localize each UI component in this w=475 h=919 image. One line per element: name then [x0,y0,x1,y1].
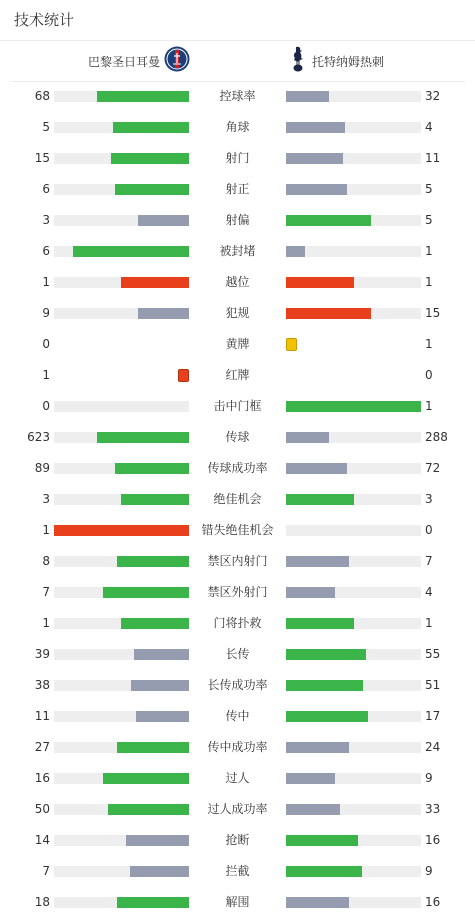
stat-label: 射偏 [225,213,250,227]
away-stat-bar-fill [286,463,347,474]
stat-label: 角球 [225,120,250,134]
home-stat-value: 16 [34,771,50,785]
stat-label: 长传成功率 [207,678,268,692]
home-stat-bar-fill [97,432,189,443]
stat-row [0,391,475,422]
stat-row [0,794,475,825]
away-stat-bar-fill [286,277,354,288]
away-stat-value: 1 [425,244,433,258]
away-stat-bar [286,897,421,908]
home-stat-bar [54,897,189,908]
stat-row [0,670,475,701]
stat-label: 传球成功率 [207,461,268,475]
home-stat-bar-fill [117,556,189,567]
away-stat-bar [286,587,421,598]
home-stat-value: 50 [34,802,50,816]
away-stat-bar [286,432,421,443]
home-team[interactable] [88,41,190,81]
away-stat-value: 4 [425,120,433,134]
stat-label: 错失绝佳机会 [201,523,274,537]
stat-row [0,484,475,515]
home-stat-bar [54,463,189,474]
away-stat-bar-fill [286,649,366,660]
home-stat-bar [54,153,189,164]
stat-row [0,515,475,546]
stat-label: 门将扑救 [213,616,262,630]
away-stat-bar [286,308,421,319]
away-stat-bar [286,494,421,505]
home-stat-value: 9 [42,306,50,320]
home-stat-value: 7 [42,585,50,599]
away-stat-bar [286,618,421,629]
away-stat-bar-fill [286,432,329,443]
home-stat-value: 11 [34,709,50,723]
stat-label: 犯规 [225,306,250,320]
stat-label: 抢断 [225,833,250,847]
away-stat-bar [286,215,421,226]
home-stat-bar-fill [121,618,189,629]
stat-label: 禁区外射门 [207,585,268,599]
away-stat-bar-fill [286,866,362,877]
away-stat-value: 11 [425,151,441,165]
stat-row [0,732,475,763]
away-stat-bar-fill [286,246,305,257]
home-stat-bar-fill [117,897,189,908]
away-stat-bar [286,401,421,412]
away-stat-value: 16 [425,833,441,847]
away-stat-value: 55 [425,647,441,661]
stat-row [0,143,475,174]
home-stat-bar-fill [117,742,189,753]
home-stat-bar-fill [126,835,189,846]
home-stat-bar-fill [113,122,189,133]
away-stat-bar [286,649,421,660]
home-stat-bar [54,618,189,629]
home-stat-bar-fill [115,463,189,474]
stat-row [0,205,475,236]
away-stat-bar [286,680,421,691]
home-stat-bar [54,649,189,660]
away-stat-bar-fill [286,711,368,722]
home-stat-value: 7 [42,864,50,878]
home-stat-bar [54,308,189,319]
away-stat-bar-fill [286,215,371,226]
away-stat-bar [286,91,421,102]
stat-row [0,236,475,267]
away-stat-bar-fill [286,91,329,102]
stat-label: 长传 [225,647,250,661]
home-stat-value: 27 [34,740,50,754]
away-stat-value: 1 [425,616,433,630]
stat-row [0,81,475,112]
home-stat-bar-fill [131,680,189,691]
away-stat-bar-fill [286,122,345,133]
home-stat-bar-fill [111,153,189,164]
away-stat-bar-fill [286,587,335,598]
home-stat-bar [54,742,189,753]
away-stat-bar [286,525,421,536]
away-stat-value: 9 [425,864,433,878]
stat-row [0,825,475,856]
stat-row [0,422,475,453]
home-stat-value: 14 [34,833,50,847]
red-card-icon [178,369,189,382]
stat-row [0,639,475,670]
away-stat-bar-fill [286,897,349,908]
home-stat-bar-fill [115,184,189,195]
stat-row [0,887,475,918]
home-stat-bar-fill [134,649,189,660]
home-stat-value: 623 [27,430,50,444]
stat-row [0,298,475,329]
stat-row [0,112,475,143]
away-stat-value: 7 [425,554,433,568]
home-stat-bar [54,246,189,257]
stat-label: 拦截 [225,864,250,878]
away-stat-bar [286,277,421,288]
home-stat-value: 68 [34,89,50,103]
away-stat-bar-fill [286,184,347,195]
stat-row [0,577,475,608]
away-stat-bar-fill [286,401,421,412]
home-stat-bar [54,835,189,846]
home-stat-value: 3 [42,492,50,506]
home-stat-bar [54,432,189,443]
stat-label: 传中 [225,709,250,723]
home-stat-bar-fill [54,525,189,536]
home-stat-bar [54,494,189,505]
away-team[interactable] [290,41,384,81]
stat-label: 解围 [225,895,250,909]
away-stat-value: 1 [425,275,433,289]
home-stat-bar [54,91,189,102]
away-stat-bar [286,184,421,195]
home-stat-bar [54,866,189,877]
home-stat-value: 1 [42,523,50,537]
away-stat-bar [286,122,421,133]
away-stat-value: 1 [425,337,433,351]
away-stat-bar-fill [286,556,349,567]
page-title: 技术统计 [14,11,75,29]
stat-row [0,546,475,577]
home-stat-value: 0 [42,337,50,351]
home-stat-bar [54,215,189,226]
away-stat-value: 24 [425,740,441,754]
away-stat-value: 32 [425,89,441,103]
home-stat-value: 8 [42,554,50,568]
stat-label: 过人成功率 [207,802,268,816]
stat-row [0,174,475,205]
away-stat-value: 5 [425,213,433,227]
away-stat-value: 16 [425,895,441,909]
stat-row [0,360,475,391]
away-team-name: 托特纳姆热刺 [312,54,385,69]
home-stat-bar-fill [130,866,189,877]
away-stat-bar-fill [286,804,340,815]
tottenham-cockerel-icon [290,45,306,77]
away-stat-bar-fill [286,618,354,629]
away-stat-value: 5 [425,182,433,196]
home-stat-bar-fill [121,277,189,288]
away-stat-value: 1 [425,399,433,413]
team-header [10,41,465,81]
home-stat-value: 5 [42,120,50,134]
away-stat-bar [286,556,421,567]
home-stat-bar [54,556,189,567]
away-stat-bar [286,835,421,846]
away-stat-bar-fill [286,680,363,691]
home-stat-bar [54,680,189,691]
stat-row [0,763,475,794]
away-stat-bar [286,804,421,815]
home-stat-bar [54,773,189,784]
away-stat-value: 288 [425,430,448,444]
home-stat-value: 18 [34,895,50,909]
away-stat-value: 0 [425,368,433,382]
stat-label: 绝佳机会 [213,492,262,506]
home-stat-bar [54,587,189,598]
stat-label: 击中门框 [213,399,262,413]
home-stat-bar-fill [97,91,189,102]
stat-label: 传中成功率 [207,740,268,754]
home-stat-bar [54,525,189,536]
away-stat-value: 17 [425,709,441,723]
home-stat-bar-fill [103,773,189,784]
home-stat-bar [54,277,189,288]
away-stat-bar-fill [286,773,335,784]
home-stat-bar [54,401,189,412]
home-stat-value: 1 [42,616,50,630]
home-team-name: 巴黎圣日耳曼 [87,54,160,69]
home-stat-value: 38 [34,678,50,692]
away-stat-value: 15 [425,306,441,320]
away-stat-value: 4 [425,585,433,599]
stat-label: 射正 [225,182,250,196]
home-stat-value: 3 [42,213,50,227]
home-stat-bar [54,711,189,722]
home-stat-value: 0 [42,399,50,413]
home-stat-bar-fill [136,711,189,722]
stat-label: 控球率 [219,89,256,103]
home-stat-bar-fill [138,308,189,319]
home-stat-value: 1 [42,275,50,289]
stat-row [0,453,475,484]
home-stat-bar-fill [138,215,189,226]
away-stat-value: 33 [425,802,441,816]
stat-label: 传球 [225,430,250,444]
stat-label: 被封堵 [219,244,256,258]
stat-label: 过人 [225,771,250,785]
away-stat-value: 0 [425,523,433,537]
away-stat-bar [286,866,421,877]
away-stat-bar [286,246,421,257]
away-stat-bar [286,742,421,753]
stat-row [0,608,475,639]
stat-row [0,856,475,887]
stat-label: 红牌 [225,368,250,382]
away-stat-bar-fill [286,835,358,846]
away-stat-bar [286,153,421,164]
home-stat-bar-fill [121,494,189,505]
psg-crest-icon [164,46,190,76]
away-stat-bar-fill [286,308,371,319]
home-stat-value: 39 [34,647,50,661]
home-stat-value: 6 [42,182,50,196]
away-stat-bar-fill [286,153,343,164]
away-stat-bar-fill [286,742,349,753]
away-stat-bar [286,773,421,784]
away-stat-value: 3 [425,492,433,506]
stat-label: 禁区内射门 [207,554,268,568]
stat-label: 越位 [225,275,250,289]
away-stat-bar [286,711,421,722]
stat-row [0,701,475,732]
home-stat-value: 1 [42,368,50,382]
home-stat-value: 89 [34,461,50,475]
stat-label: 黄牌 [225,337,250,351]
home-stat-bar-fill [73,246,189,257]
away-stat-bar [286,463,421,474]
home-stat-value: 6 [42,244,50,258]
home-stat-bar [54,184,189,195]
home-stat-bar [54,122,189,133]
away-stat-value: 9 [425,771,433,785]
away-stat-value: 51 [425,678,441,692]
stat-label: 射门 [225,151,250,165]
home-stat-bar [54,804,189,815]
home-stat-value: 15 [34,151,50,165]
away-stat-value: 72 [425,461,441,475]
away-stat-bar-fill [286,494,354,505]
stat-row [0,267,475,298]
yellow-card-icon [286,338,297,351]
stat-row [0,329,475,360]
home-stat-bar-fill [103,587,189,598]
home-stat-bar-fill [108,804,189,815]
